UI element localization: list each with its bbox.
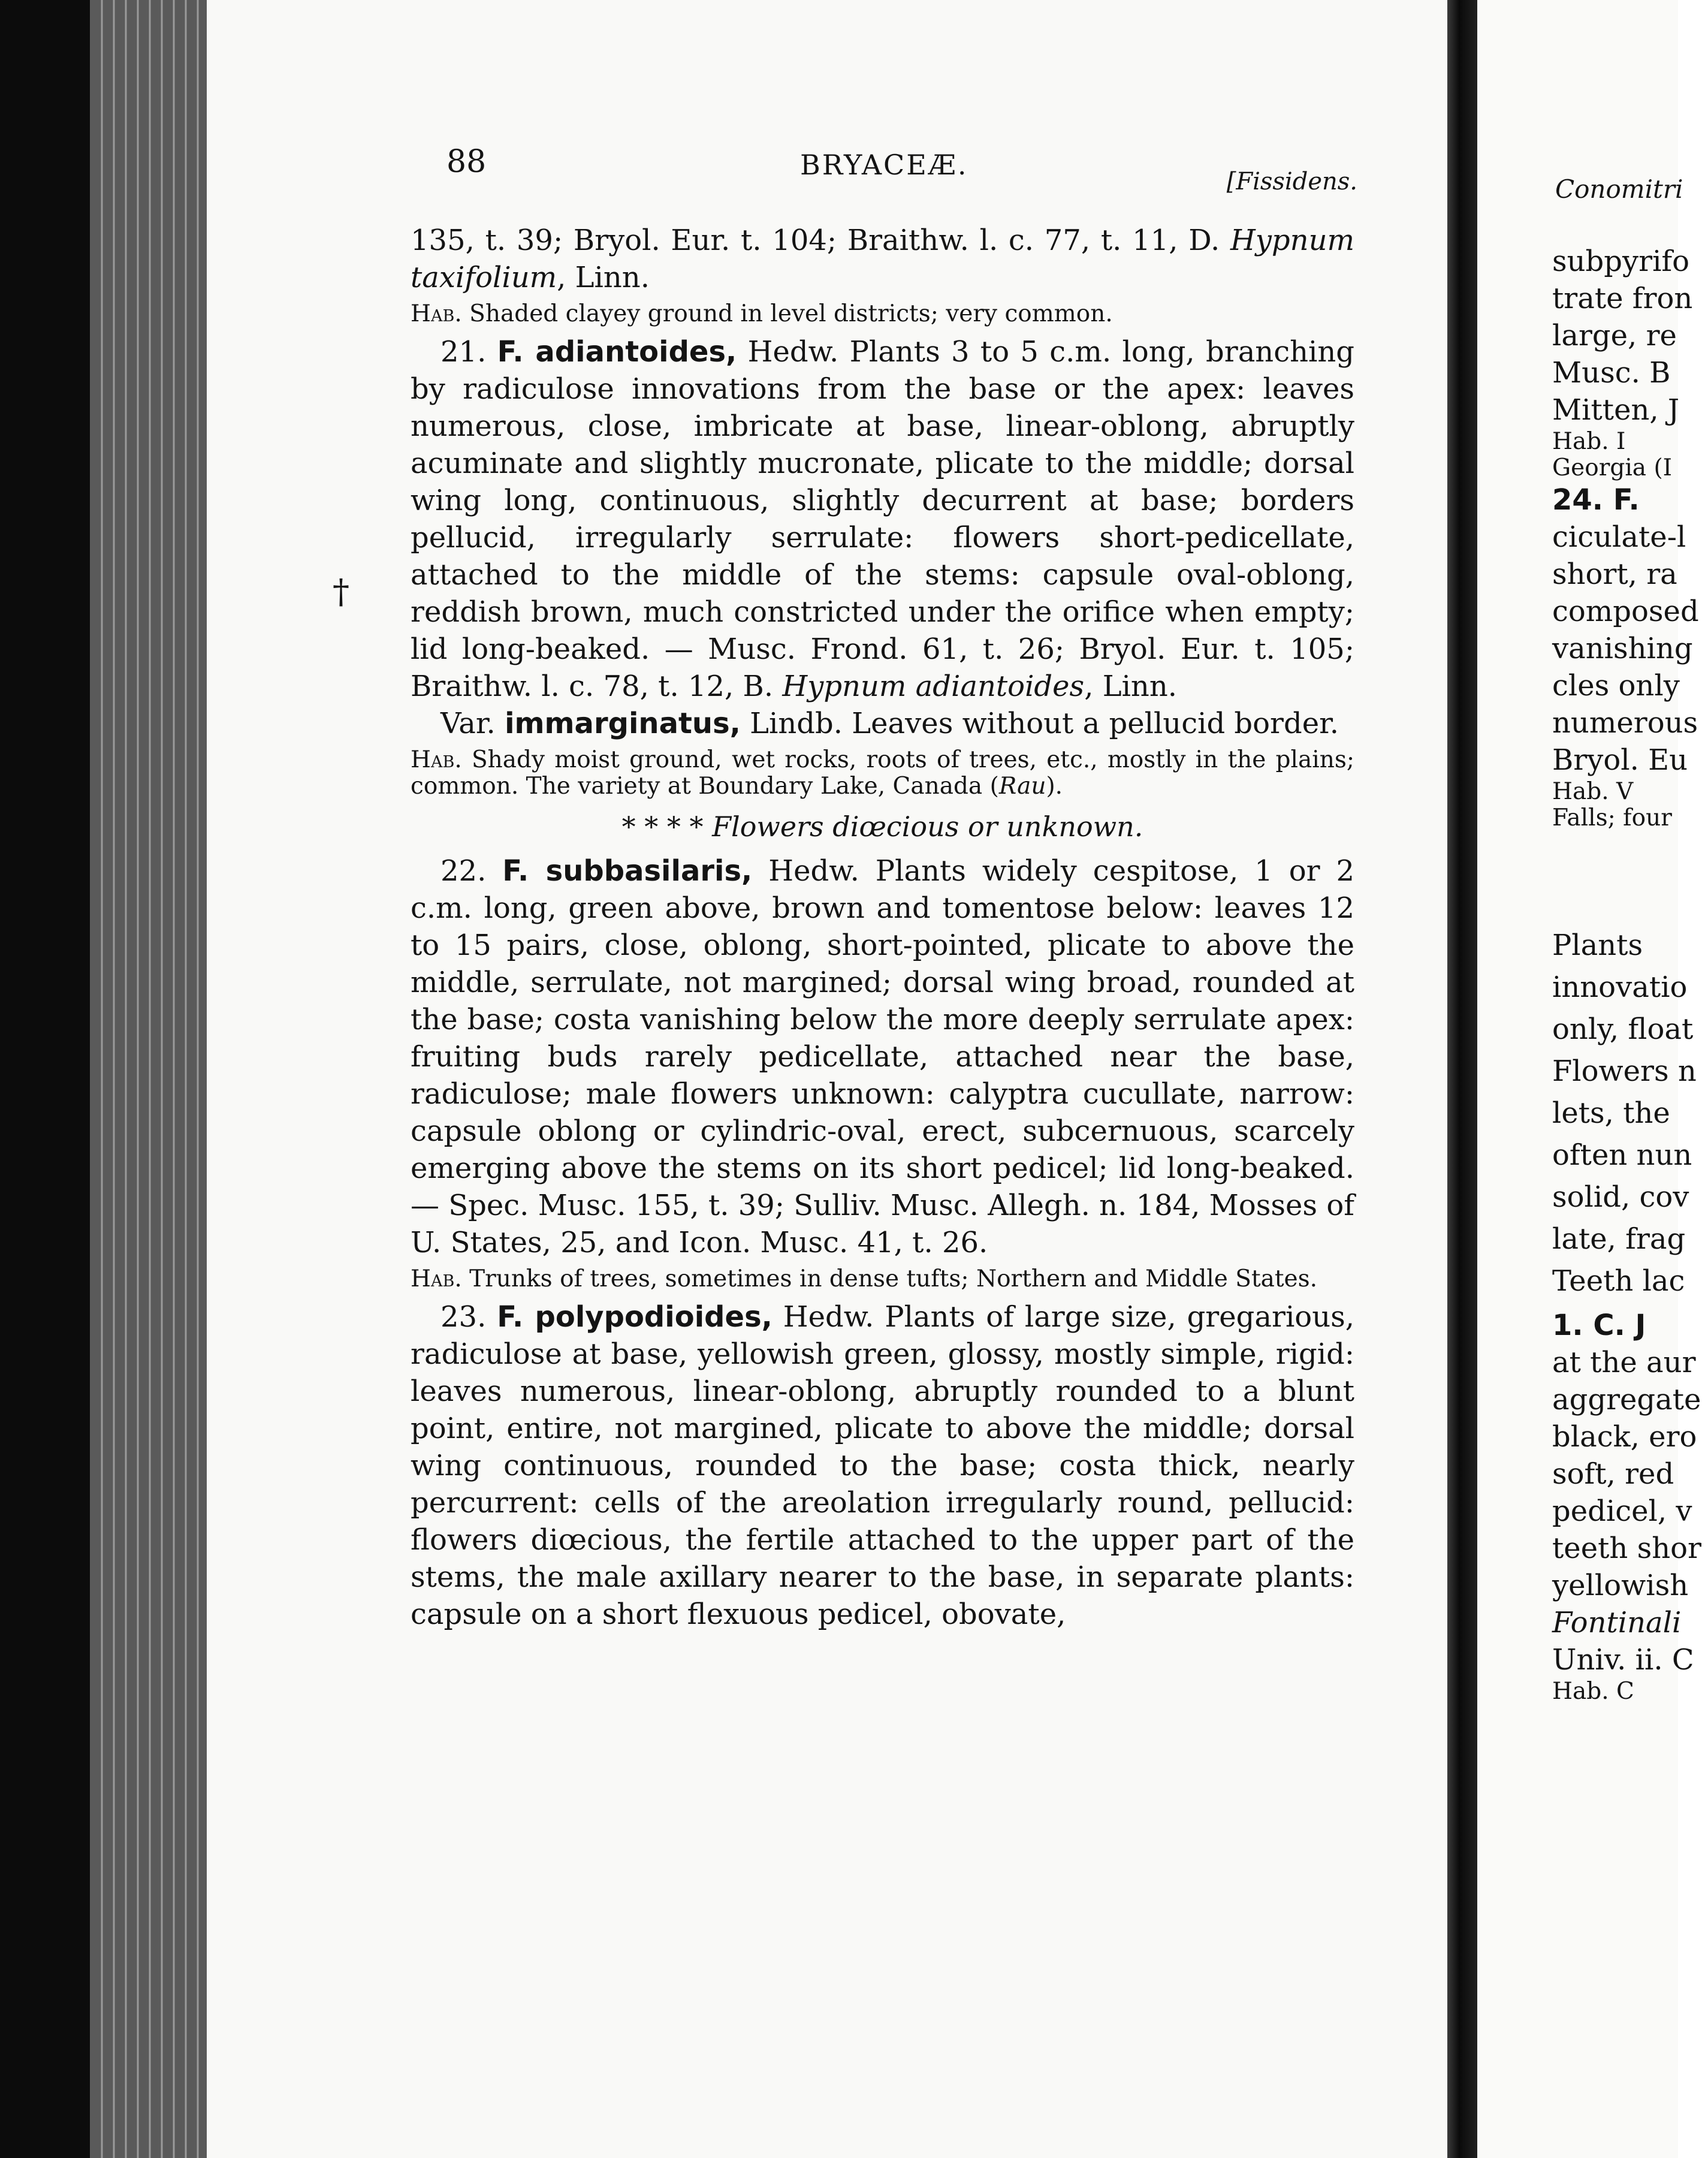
right-line: cles only bbox=[1552, 669, 1680, 703]
right-line: Hab. C bbox=[1552, 1678, 1634, 1705]
left-page-column bbox=[411, 138, 1357, 1631]
right-line: large, re bbox=[1552, 319, 1677, 352]
right-line: black, ero bbox=[1552, 1420, 1697, 1454]
right-running-head: Conomitri bbox=[1555, 174, 1683, 204]
right-line: vanishing bbox=[1552, 632, 1693, 665]
right-page-column bbox=[1552, 243, 1708, 1705]
right-line: aggregate bbox=[1552, 1383, 1701, 1416]
right-line: Teeth lac bbox=[1552, 1264, 1685, 1298]
right-line: Musc. B bbox=[1552, 356, 1671, 390]
right-line: Bryol. Eu bbox=[1552, 743, 1688, 777]
right-line: numerous bbox=[1552, 706, 1698, 740]
running-genus: [Fissidens. bbox=[1226, 168, 1357, 195]
right-line: Flowers n bbox=[1552, 1054, 1697, 1088]
habitat-note-21: Hab. Shady moist ground, wet rocks, roots of trees, etc., mostly in the plains; common. The variety at Boundary Lake, Canada (Rau). bbox=[411, 746, 1354, 800]
right-line: 24. F. bbox=[1552, 483, 1640, 517]
right-line: late, frag bbox=[1552, 1222, 1686, 1256]
species-name-23: F. polypodioides, bbox=[497, 1300, 772, 1334]
right-line: at the aur bbox=[1552, 1346, 1696, 1379]
right-line: Fontinali bbox=[1552, 1606, 1682, 1639]
right-line: often nun bbox=[1552, 1138, 1692, 1172]
continued-paragraph: 135, t. 39; Bryol. Eur. t. 104; Braithw. l. c. 77, t. 11, D. Hypnum taxifolium, Linn. bbox=[411, 224, 1354, 294]
right-line: solid, cov bbox=[1552, 1180, 1689, 1214]
right-line: ciculate-l bbox=[1552, 520, 1686, 554]
page-number: 88 bbox=[446, 144, 487, 180]
right-line: only, float bbox=[1552, 1012, 1694, 1046]
right-line: lets, the bbox=[1552, 1096, 1670, 1130]
right-line: pedicel, v bbox=[1552, 1494, 1692, 1528]
right-line: subpyrifo bbox=[1552, 245, 1690, 278]
page-stack-edge bbox=[90, 0, 207, 2158]
right-line: Hab. I bbox=[1552, 428, 1626, 455]
species-entry-23: 23. F. polypodioides, Hedw. Plants of large size, gregarious, radiculose at base, yellowish green, glossy, mostly simple, rigid: leaves numerous, linear-oblong, abruptly rounded to a blunt point, entire, not margined, plicate to above the middle; dorsal wing continuous, rounded to the base; costa thick, nearly percurrent: cells of the areolation irregularly round, pellucid: flowers diœcious, the fertile attached to the upper part of the stems, the male axillary nearer to the base, in separate plants: capsule on a short flexuous pedicel, obovate, bbox=[411, 1300, 1355, 1631]
right-line: soft, red bbox=[1552, 1457, 1674, 1491]
right-line: Hab. V bbox=[1552, 778, 1634, 805]
habitat-note-20: Hab. Shaded clayey ground in level districts; very common. bbox=[411, 300, 1113, 327]
right-line: teeth shor bbox=[1552, 1532, 1701, 1565]
book-gutter bbox=[1447, 0, 1477, 2158]
species-entry-22: 22. F. subbasilaris, Hedw. Plants widely cespitose, 1 or 2 c.m. long, green above, brown and tomentose below: leaves 12 to 15 pairs, close, oblong, short-pointed, plicate to above the middle, serrulate, not margined; dorsal wing broad, rounded at the base; costa vanishing below the more deeply serrulate apex: fruiting buds rarely pedicellate, attached near the base, radiculose; male flowers unknown: calyptra cucullate, narrow: capsule oblong or cylindric-oval, erect, subcernuous, scarcely emerging above the stems on its short pedicel; lid long-beaked. — Spec. Musc. 155, t. 39; Sulliv. Musc. Allegh. n. 184, Mosses of U. States, 25, and Icon. Musc. 41, t. 26. bbox=[411, 854, 1355, 1259]
right-line: Plants bbox=[1552, 929, 1643, 962]
right-line: yellowish bbox=[1552, 1569, 1689, 1602]
species-name-21: F. adiantoides, bbox=[497, 335, 737, 369]
right-line: innovatio bbox=[1552, 971, 1688, 1004]
variety-name: immarginatus, bbox=[505, 707, 741, 740]
habitat-note-22: Hab. Trunks of trees, sometimes in dense tufts; Northern and Middle States. bbox=[411, 1265, 1318, 1292]
section-heading: * * * * Flowers diœcious or unknown. bbox=[621, 810, 1143, 843]
right-line: Univ. ii. C bbox=[1552, 1643, 1694, 1677]
body-text bbox=[411, 222, 1354, 1633]
variety-entry-21: Var. immarginatus, Lindb. Leaves without a pellucid border. bbox=[440, 707, 1339, 740]
right-line: trate fron bbox=[1552, 282, 1693, 315]
right-line: 1. C. J bbox=[1552, 1309, 1646, 1342]
right-line: Mitten, J bbox=[1552, 393, 1680, 427]
running-title: BRYACEÆ. bbox=[800, 149, 968, 181]
margin-mark: † bbox=[333, 572, 349, 611]
right-line bbox=[1552, 831, 1708, 924]
right-line: Falls; four bbox=[1552, 804, 1672, 831]
right-line: short, ra bbox=[1552, 557, 1677, 591]
right-line: composed bbox=[1552, 595, 1699, 628]
page-header bbox=[411, 138, 1357, 195]
species-entry-21: 21. F. adiantoides, Hedw. Plants 3 to 5 c.m. long, branching by radiculose innovations from the base or the apex: leaves numerous, close, imbricate at base, linear-oblong, abruptly acuminate and slightly mucronate, plicate to the middle; dorsal wing long, continuous, slightly decurrent at base; borders pellucid, irregularly serrulate: flowers short-pedicellate, attached to the middle of the stems: capsule oval-oblong, reddish brown, much constricted under the orifice when empty; lid long-beaked. — Musc. Frond. 61, t. 26; Bryol. Eur. t. 105; Braithw. l. c. 78, t. 12, B. Hypnum adiantoides, Linn. bbox=[411, 335, 1355, 703]
species-name-22: F. subbasilaris, bbox=[502, 854, 753, 888]
right-line: Georgia (I bbox=[1552, 454, 1673, 481]
